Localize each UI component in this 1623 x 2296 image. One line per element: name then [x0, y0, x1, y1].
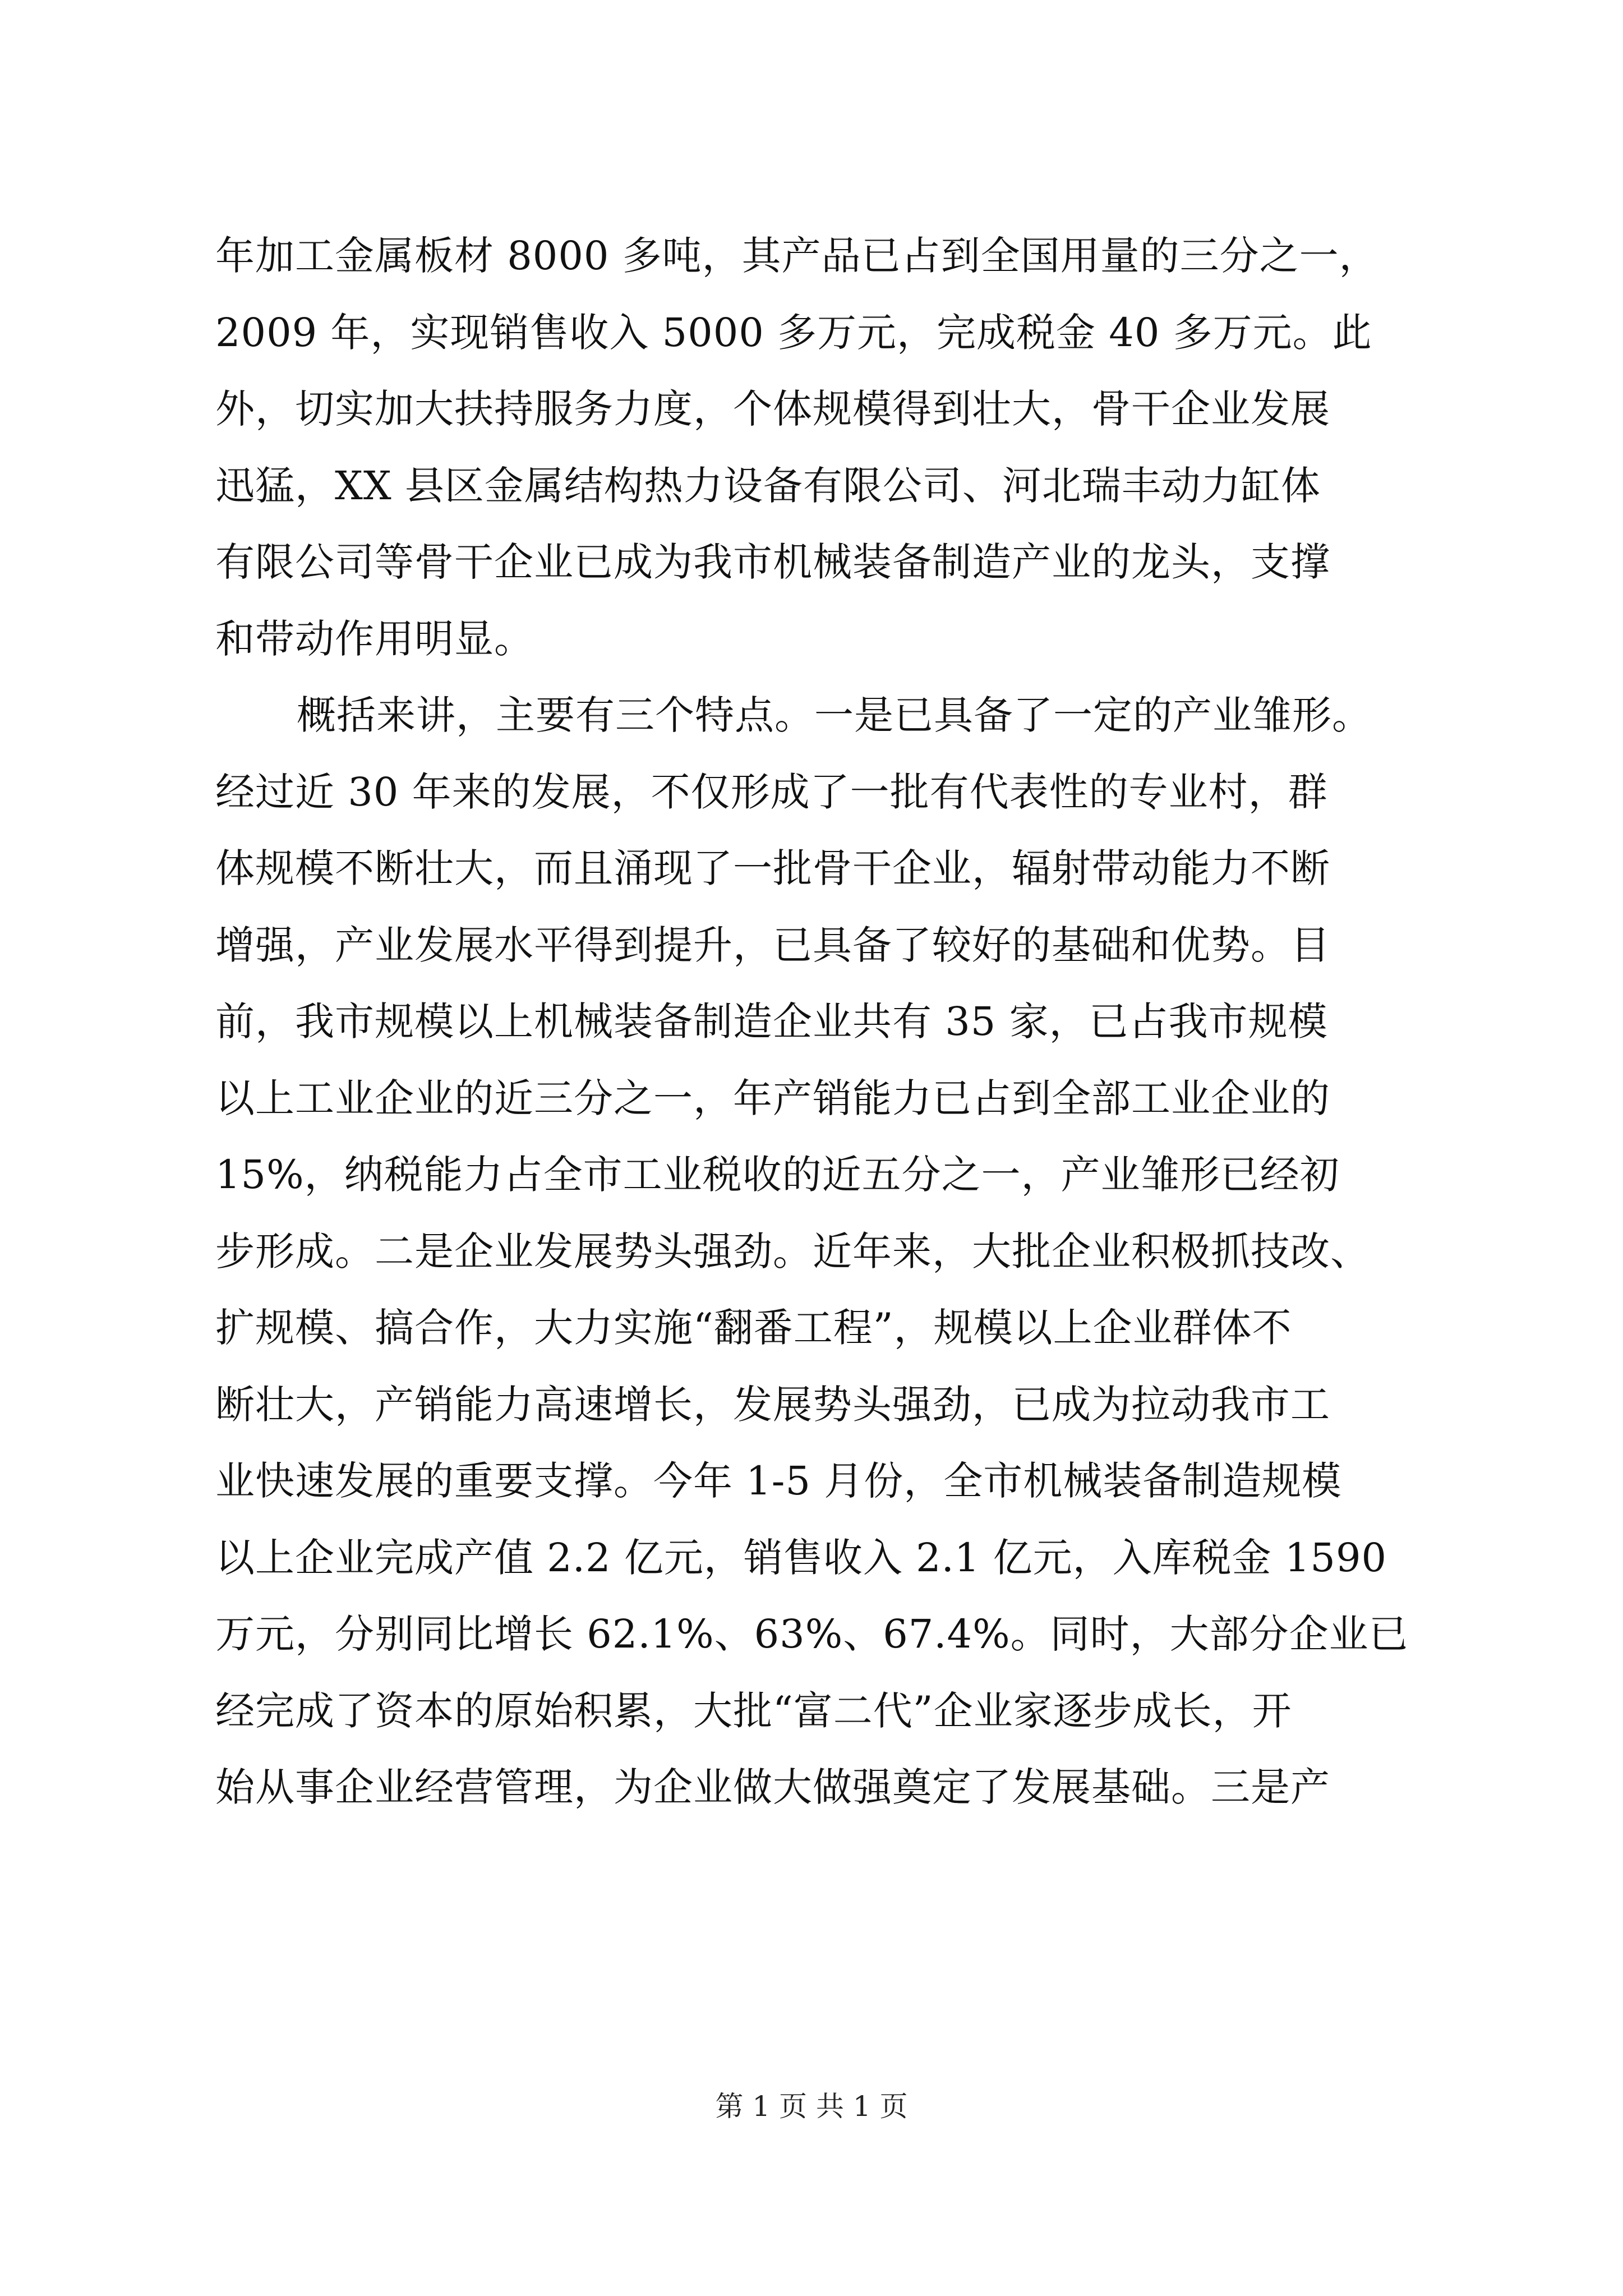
text-line: 以上企业完成产值 2.2 亿元，销售收入 2.1 亿元，入库税金 1590	[215, 1534, 1387, 1581]
text-line: 迅猛，XX 县区金属结构热力设备有限公司、河北瑞丰动力缸体	[215, 462, 1321, 509]
text-line: 扩规模、搞合作，大力实施“翻番工程”，规模以上企业群体不	[215, 1305, 1292, 1351]
text-line: 经过近 30 年来的发展，不仅形成了一批有代表性的专业村，群	[215, 769, 1328, 815]
text-line: 始从事企业经营管理，为企业做大做强奠定了发展基础。三是产	[215, 1764, 1330, 1810]
document-body	[215, 218, 1415, 1826]
text-line: 有限公司等骨干企业已成为我市机械装备制造产业的龙头，支撑	[215, 539, 1330, 585]
text-line: 万元，分别同比增长 62.1%、63%、67.4%。同时，大部分企业已	[215, 1611, 1409, 1657]
text-line: 年加工金属板材 8000 多吨，其产品已占到全国用量的三分之一，	[215, 233, 1379, 279]
paragraph-1	[215, 218, 1415, 677]
text-line: 体规模不断壮大，而且涌现了一批骨干企业，辐射带动能力不断	[215, 845, 1330, 891]
text-line: 2009 年，实现销售收入 5000 多万元，完成税金 40 多万元。此	[215, 309, 1372, 356]
text-line: 业快速发展的重要支撑。今年 1-5 月份，全市机械装备制造规模	[215, 1458, 1342, 1504]
text-line: 和带动作用明显。	[215, 615, 534, 662]
text-line: 以上工业企业的近三分之一，年产销能力已占到全部工业企业的	[215, 1075, 1330, 1121]
text-line: 断壮大，产销能力高速增长，发展势头强劲，已成为拉动我市工	[215, 1381, 1330, 1428]
text-line: 增强，产业发展水平得到提升，已具备了较好的基础和优势。目	[215, 922, 1330, 968]
text-line: 步形成。二是企业发展势头强劲。近年来，大批企业积极抓技改、	[215, 1228, 1370, 1274]
text-line: 概括来讲，主要有三个特点。一是已具备了一定的产业雏形。	[297, 692, 1372, 738]
text-line: 前，我市规模以上机械装备制造企业共有 35 家，已占我市规模	[215, 999, 1328, 1045]
text-line: 外，切实加大扶持服务力度，个体规模得到壮大，骨干企业发展	[215, 386, 1330, 432]
page-number: 第 1 页 共 1 页	[715, 2090, 908, 2123]
page-footer	[0, 2087, 1623, 2126]
text-line: 15%，纳税能力占全市工业税收的近五分之一，产业雏形已经初	[215, 1152, 1340, 1198]
paragraph-2	[215, 677, 1415, 1826]
text-line: 经完成了资本的原始积累，大批“富二代”企业家逐步成长，开	[215, 1687, 1292, 1734]
